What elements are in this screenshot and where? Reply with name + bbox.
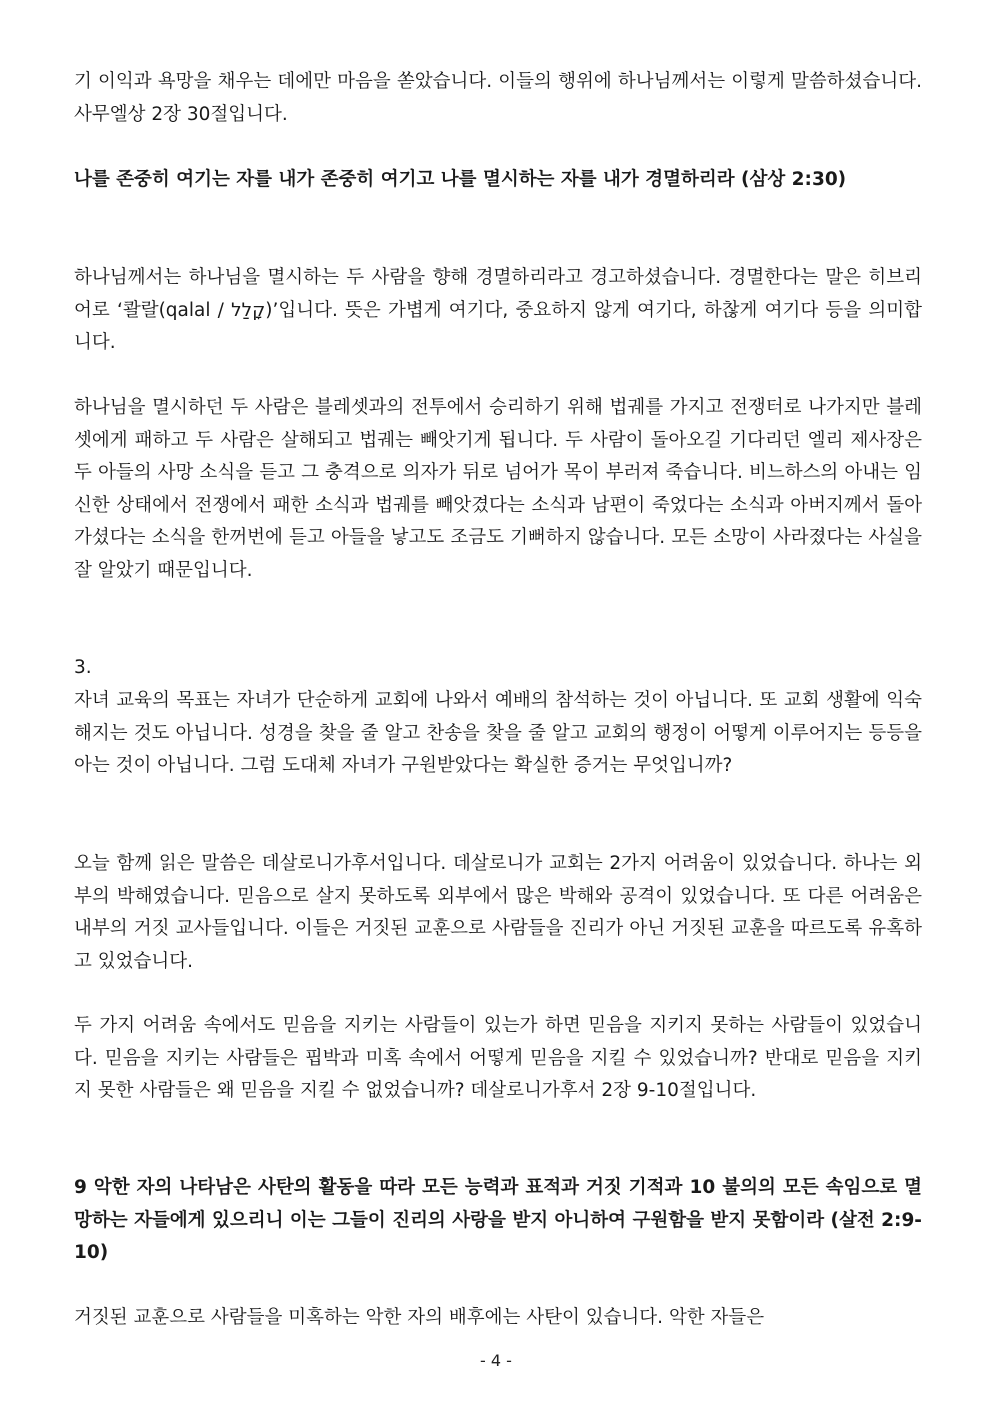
paragraph-two-difficulties: 두 가지 어려움 속에서도 믿음을 지키는 사람들이 있는가 하면 믿음을 지키지 못하는 사람들이 있었습니다. 믿음을 지키는 사람들은 핍박과 미혹 속에서 어떻게 믿음을 지킬 수 있었습니까? 반대로 믿음을 지키지 못한 사람들은 왜 믿음을 지킬 수 없었습니까? 데살로니가후서 2장 9-10절입니다. — [74, 1015, 922, 1101]
paragraph-closing: 거짓된 교훈으로 사람들을 미혹하는 악한 자의 배후에는 사탄이 있습니다. 악한 자들은 — [74, 1307, 765, 1328]
page-number: - 4 - — [480, 1351, 512, 1370]
section-number: 3. — [74, 657, 92, 678]
scripture-quote-1: 나를 존중히 여기는 자를 내가 존중히 여기고 나를 멸시하는 자를 내가 경멸하리라 (삼상 2:30) — [74, 169, 847, 190]
paragraph-battle: 하나님을 멸시하던 두 사람은 블레셋과의 전투에서 승리하기 위해 법궤를 가지고 전쟁터로 나가지만 블레셋에게 패하고 두 사람은 살해되고 법궤는 빼앗기게 됩니다. 두 사람이 돌아오길 기다리던 엘리 제사장은 두 아들의 사망 소식을 듣고 그 충격으로 의자가 뒤로 넘어가 목이 부러져 죽습니다. 비느하스의 아내는 임신한 상태에서 전쟁에서 패한 소식과 법궤를 빼앗겼다는 소식과 남편이 죽었다는 소식과 아버지께서 돌아가셨다는 소식을 한꺼번에 듣고 아들을 낳고도 조금도 기뻐하지 않습니다. 모든 소망이 사라졌다는 사실을 잘 알았기 때문입니다. — [74, 397, 922, 581]
paragraph-hebrew-meaning: 하나님께서는 하나님을 멸시하는 두 사람을 향해 경멸하리라고 경고하셨습니다. 경멸한다는 말은 히브리어로 ‘콸랄(qalal / קָלַל)’입니다. 뜻은 가볍게 여기다, 중요하지 않게 여기다, 하찮게 여기다 등을 의미합니다. — [74, 267, 922, 353]
scripture-quote-2: 9 악한 자의 나타남은 사탄의 활동을 따라 모든 능력과 표적과 거짓 기적과 10 불의의 모든 속임으로 멸망하는 자들에게 있으리니 이는 그들이 진리의 사랑을 받지 아니하여 구원함을 받지 못함이라 (살전 2:9-10) — [74, 1177, 922, 1263]
paragraph-thessalonians: 오늘 함께 읽은 말씀은 데살로니가후서입니다. 데살로니가 교회는 2가지 어려움이 있었습니다. 하나는 외부의 박해였습니다. 믿음으로 살지 못하도록 외부에서 많은 박해와 공격이 있었습니다. 또 다른 어려움은 내부의 거짓 교사들입니다. 이들은 거짓된 교훈으로 사람들을 진리가 아닌 거짓된 교훈을 따르도록 유혹하고 있었습니다. — [74, 853, 922, 972]
paragraph-intro: 기 이익과 욕망을 채우는 데에만 마음을 쏟았습니다. 이들의 행위에 하나님께서는 이렇게 말씀하셨습니다. 사무엘상 2장 30절입니다. — [74, 71, 922, 125]
paragraph-child-education: 자녀 교육의 목표는 자녀가 단순하게 교회에 나와서 예배의 참석하는 것이 아닙니다. 또 교회 생활에 익숙해지는 것도 아닙니다. 성경을 찾을 줄 알고 찬송을 찾을 줄 알고 교회의 행정이 어떻게 이루어지는 등등을 아는 것이 아닙니다. 그럼 도대체 자녀가 구원받았다는 확실한 증거는 무엇입니까? — [74, 690, 922, 776]
